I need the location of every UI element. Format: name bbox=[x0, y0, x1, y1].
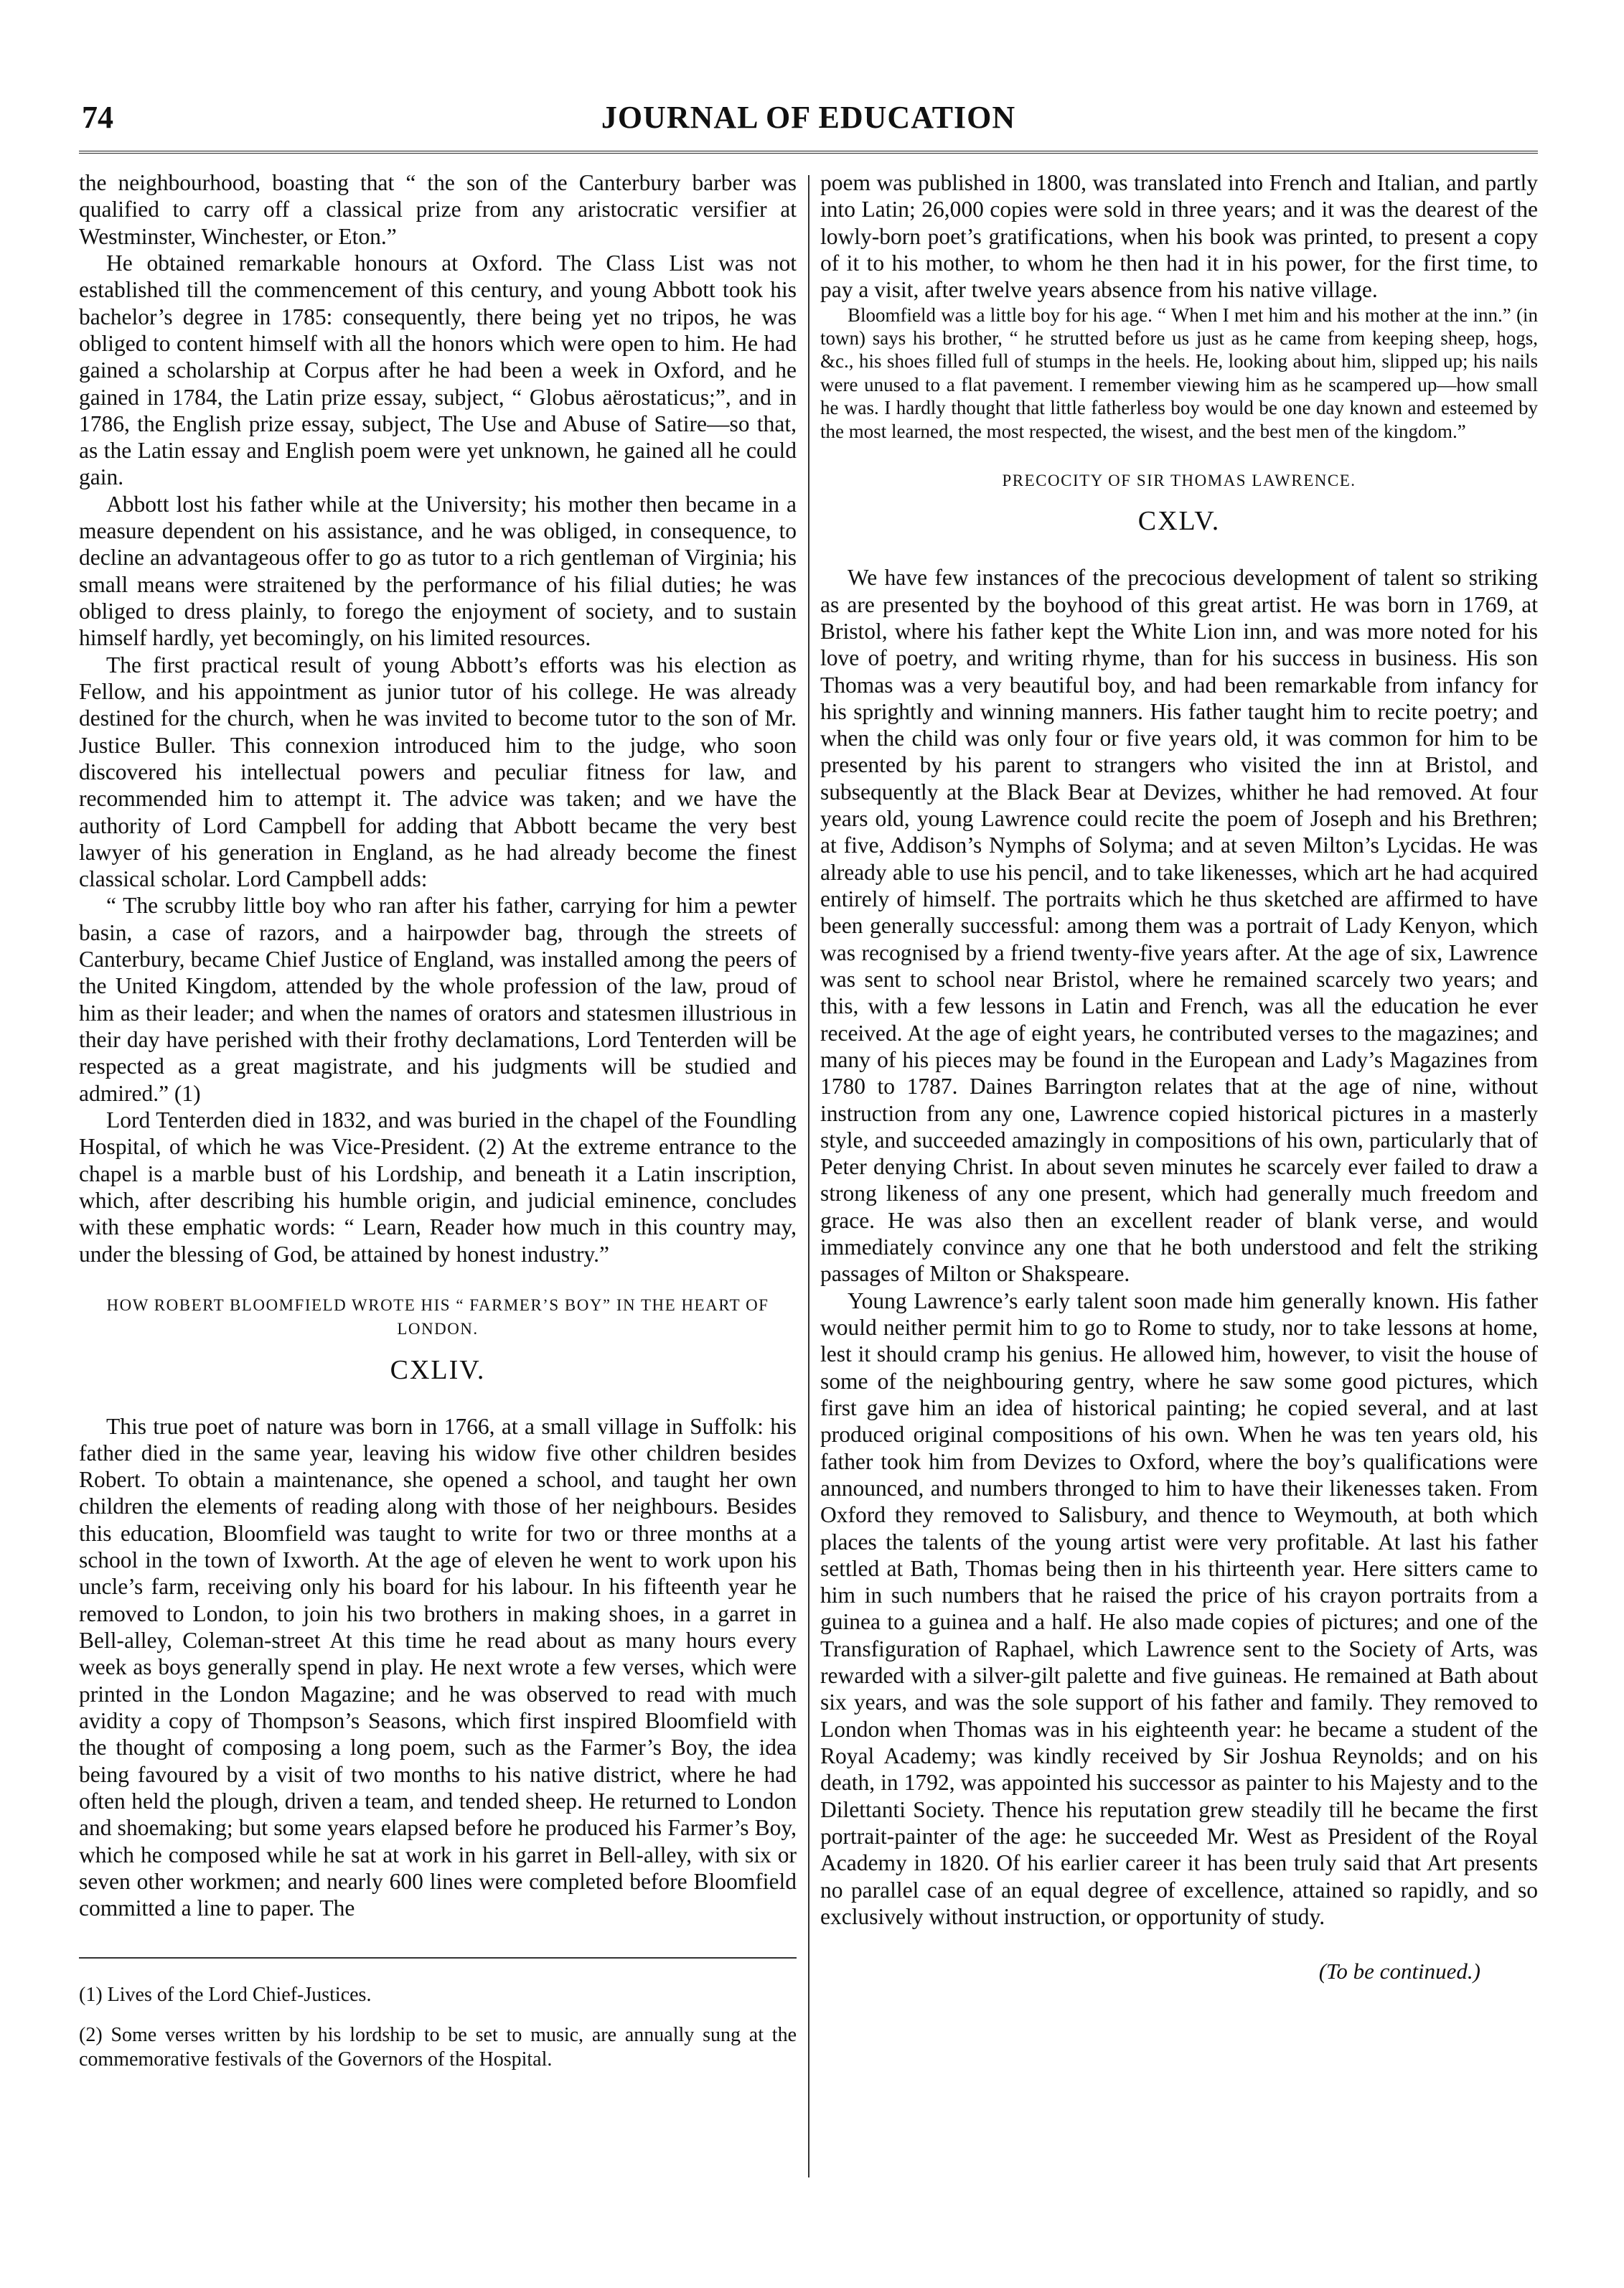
section-heading-lawrence: PRECOCITY OF SIR THOMAS LAWRENCE. bbox=[1002, 471, 1356, 489]
page-number: 74 bbox=[82, 100, 113, 135]
page-header bbox=[79, 79, 1538, 154]
footnote-divider bbox=[79, 1957, 797, 1959]
paragraph: This true poet of nature was born in 1766, at a small village in Suffolk: his father died in the same year, leaving his widow five other children besides Robert. To obtain a maintenance, she opened a school, and taught her own children the elements of reading along with those of her neighbours. Besides this education, Bloomfield was taught to write for two or three months at a school in the town of Ixworth. At the age of eleven he went to work upon his uncle’s farm, receiving only his board for his labour. In his fifteenth year he removed to London, to join his two brothers in making shoes, in a garret in Bell-alley, Coleman-street At this time he read about as many hours every week as boys generally spend in play. He next wrote a few verses, which were printed in the London Magazine; and he was observed to read with much avidity a copy of Thompson’s Seasons, which first inspired Bloomfield with the thought of composing a long poem, such as the Farmer’s Boy, the idea being favoured by a visit of two months to his native district, where he had often held the plough, driven a team, and tended sheep. He returned to London and shoemaking; but some years elapsed before he produced his Farmer’s Boy, which he composed while he sat at work in his garret in Bell-alley, with six or seven other workmen; and nearly 600 lines were completed before Bloomfield committed a line to paper. The bbox=[79, 1413, 797, 1921]
section-heading-bloomfield: HOW ROBERT BLOOMFIELD WROTE HIS “ FARMER’S BOY” IN THE HEART OF LONDON. bbox=[106, 1295, 769, 1338]
right-column bbox=[820, 169, 1538, 2258]
paragraph: Abbott lost his father while at the University; his mother then became in a measure dependent on his assistance, and he was obliged, in consequence, to decline an advantageous offer to go as tutor to a rich gentleman of Virginia; his small means were straitened by the performance of his filial duties; he was obliged to dress plainly, to forego the enjoyment of society, and to sustain himself hardly, yet becomingly, on his limited resources. bbox=[79, 491, 797, 651]
paragraph: Lord Tenterden died in 1832, and was buried in the chapel of the Foundling Hospital, of which he was Vice-President. (2) At the extreme entrance to the chapel is a marble bust of his Lordship, and beneath it a Latin inscription, which, after describing his humble origin, and judicial eminence, concludes with these emphatic words: “ Learn, Reader how much in this country may, under the blessing of God, be attained by honest industry.” bbox=[79, 1107, 797, 1267]
paragraph: poem was published in 1800, was translated into French and Italian, and partly into Latin; 26,000 copies were sold in three years; and it was the dearest of the lowly-born poet’s gratifications, when his book was printed, to present a copy of it to his mother, to whom he then had it in his power, for the first time, to pay a visit, after twelve years absence from his native village. bbox=[820, 170, 1538, 303]
left-column bbox=[79, 169, 797, 2258]
quotation-paragraph: “ The scrubby little boy who ran after his father, carrying for him a pewter basin, a case of razors, and a hairpowder bag, through the streets of Canterbury, became Chief Justice of England, was installed among the peers of the United Kingdom, attended by the whole profession of the law, proud of him as their leader; and when the names of orators and statesmen illustrious in their day have perished with their frothy declamations, Lord Tenterden will be respected as a great magistrate, and his judgments will be studied and admired.” (1) bbox=[79, 893, 797, 1106]
to-be-continued-note: (To be continued.) bbox=[1318, 1959, 1480, 1984]
paragraph: The first practical result of young Abbott’s efforts was his election as Fellow, and his appointment as junior tutor of his college. He was already destined for the church, when he was invited to become tutor to the son of Mr. Justice Buller. This connexion introduced him to the judge, who soon discovered his intellectual powers and peculiar fitness for law, and recommended him to attempt it. The advice was taken; and we have the authority of Lord Campbell for adding that Abbott became the very best lawyer of his generation in England, as he had already become the finest classical scholar. Lord Campbell adds: bbox=[79, 652, 797, 892]
section-number-cxliv: CXLIV. bbox=[390, 1354, 486, 1385]
two-column-body bbox=[79, 169, 1538, 2258]
paragraph: He obtained remarkable honours at Oxford. The Class List was not established till the commencement of this century, and young Abbott took his bachelor’s degree in 1785: consequently, there being yet no tripos, he was obliged to content himself with all the honors which were open to him. He had gained a scholarship at Corpus after he had been a week in Oxford, and he gained in 1784, the Latin prize essay, subject, “ Globus aërostaticus;”, and in 1786, the English prize essay, subject, The Use and Abuse of Satire—so that, as the Latin essay and English poem were yet unknown, he gained all he could gain. bbox=[79, 250, 797, 490]
paragraph: We have few instances of the precocious development of talent so striking as are presented by the boyhood of this great artist. He was born in 1769, at Bristol, where his father kept the White Lion inn, and was more noted for his love of poetry, and writing rhyme, than for his success in business. His son Thomas was a very beautiful boy, and had been remarkable from infancy for his sprightly and winning manners. His father taught him to recite poetry; and when the child was only four or five years old, it was common for him to be presented by his parent to strangers who visited the inn at Bristol, and subsequently at the Black Bear at Devizes, whither he had removed. At four years old, young Lawrence could recite the poem of Joseph and his Brethren; at five, Addison’s Nymphs of Solyma; and at seven Milton’s Lycidas. He was already able to use his pencil, and to take likenesses, which art he had acquired entirely of himself. The portraits which he thus sketched are affirmed to have been generally successful: among them was a portrait of Lady Kenyon, which was recognised by a friend twenty-five years after. At the age of six, Lawrence was sent to school near Bristol, where he remained scarcely two years; and this, with a few lessons in Latin and French, was all the education he ever received. At the age of eight years, he contributed verses to the magazines; and many of his pieces may be found in the European and Lady’s Magazines from 1780 to 1787. Daines Barrington relates that at the age of nine, without instruction from any one, Lawrence copied historical pictures in a masterly style, and succeeded amazingly in compositions of his own, particularly that of Peter denying Christ. In about seven minutes he scarcely ever failed to draw a strong likeness of any one present, which had generally much freedom and grace. He was also then an excellent reader of blank verse, and would immediately convince any one that he both understood and felt the striking passages of Milton or Shakspeare. bbox=[820, 565, 1538, 1287]
paragraph: the neighbourhood, boasting that “ the son of the Canterbury barber was qualified to carry off a classical prize from any aristocratic versifier at Westminster, Winchester, or Eton.” bbox=[79, 170, 797, 249]
quotation-paragraph: Bloomfield was a little boy for his age. “ When I met him and his mother at the inn.” (in town) says his brother, “ he strutted before us just as he came from keeping sheep, hogs, &c., his shoes filled full of stumps in the heels. He, looking about him, slipped up; his nails were unused to a flat pavement. I remember viewing him as he scampered up—how small he was. I hardly thought that little fatherless boy would be one day known and esteemed by the most learned, the most respected, the wisest, and the best men of the kingdom.” bbox=[820, 304, 1538, 442]
footnote-2: (2) Some verses written by his lordship to be set to music, are annually sung at the commemorative festivals of the Governors of the Hospital. bbox=[79, 2024, 797, 2071]
footnote-1: (1) Lives of the Lord Chief-Justices. bbox=[79, 1984, 372, 2007]
section-number-cxlv: CXLV. bbox=[1137, 506, 1221, 537]
running-head: JOURNAL OF EDUCATION bbox=[601, 100, 1016, 135]
paragraph: Young Lawrence’s early talent soon made him generally known. His father would neither permit him to go to Rome to study, nor to take lessons at home, lest it should cramp his genius. He allowed him, however, to visit the house of some of the neighbouring gentry, where he saw some good pictures, which first gave him an idea of historical painting; he copied several, and at last produced original compositions of his own. When he was ten years old, his father took him from Devizes to Oxford, where the boy’s qualifications were announced, and numbers thronged to him to have their likenesses taken. From Oxford they removed to Salisbury, and thence to Weymouth, at both which places the talents of the young artist were very profitable. At last his father settled at Bath, Thomas being then in his thirteenth year. Here sitters came to him in such numbers that he raised the price of his crayon portraits from a guinea to a guinea and a half. He also made copies of pictures; and one of the Transfiguration of Raphael, which Lawrence sent to the Society of Arts, was rewarded with a silver-gilt palette and five guineas. He remained at Bath about six years, and was the sole support of his father and family. They removed to London when Thomas was in his eighteenth year: he became a student of the Royal Academy; was kindly received by Sir Joshua Reynolds; and on his death, in 1792, was appointed his successor as painter to his Majesty and to the Dilettanti Society. Thence his reputation grew steadily till he became the first portrait-painter of the age: he succeeded Mr. West as President of the Royal Academy in 1820. Of his earlier career it has been truly said that Art presents no parallel case of an equal degree of excellence, attained so rapidly, and so exclusively without instruction, or opportunity of study. bbox=[820, 1288, 1538, 1929]
column-divider bbox=[808, 175, 809, 2177]
